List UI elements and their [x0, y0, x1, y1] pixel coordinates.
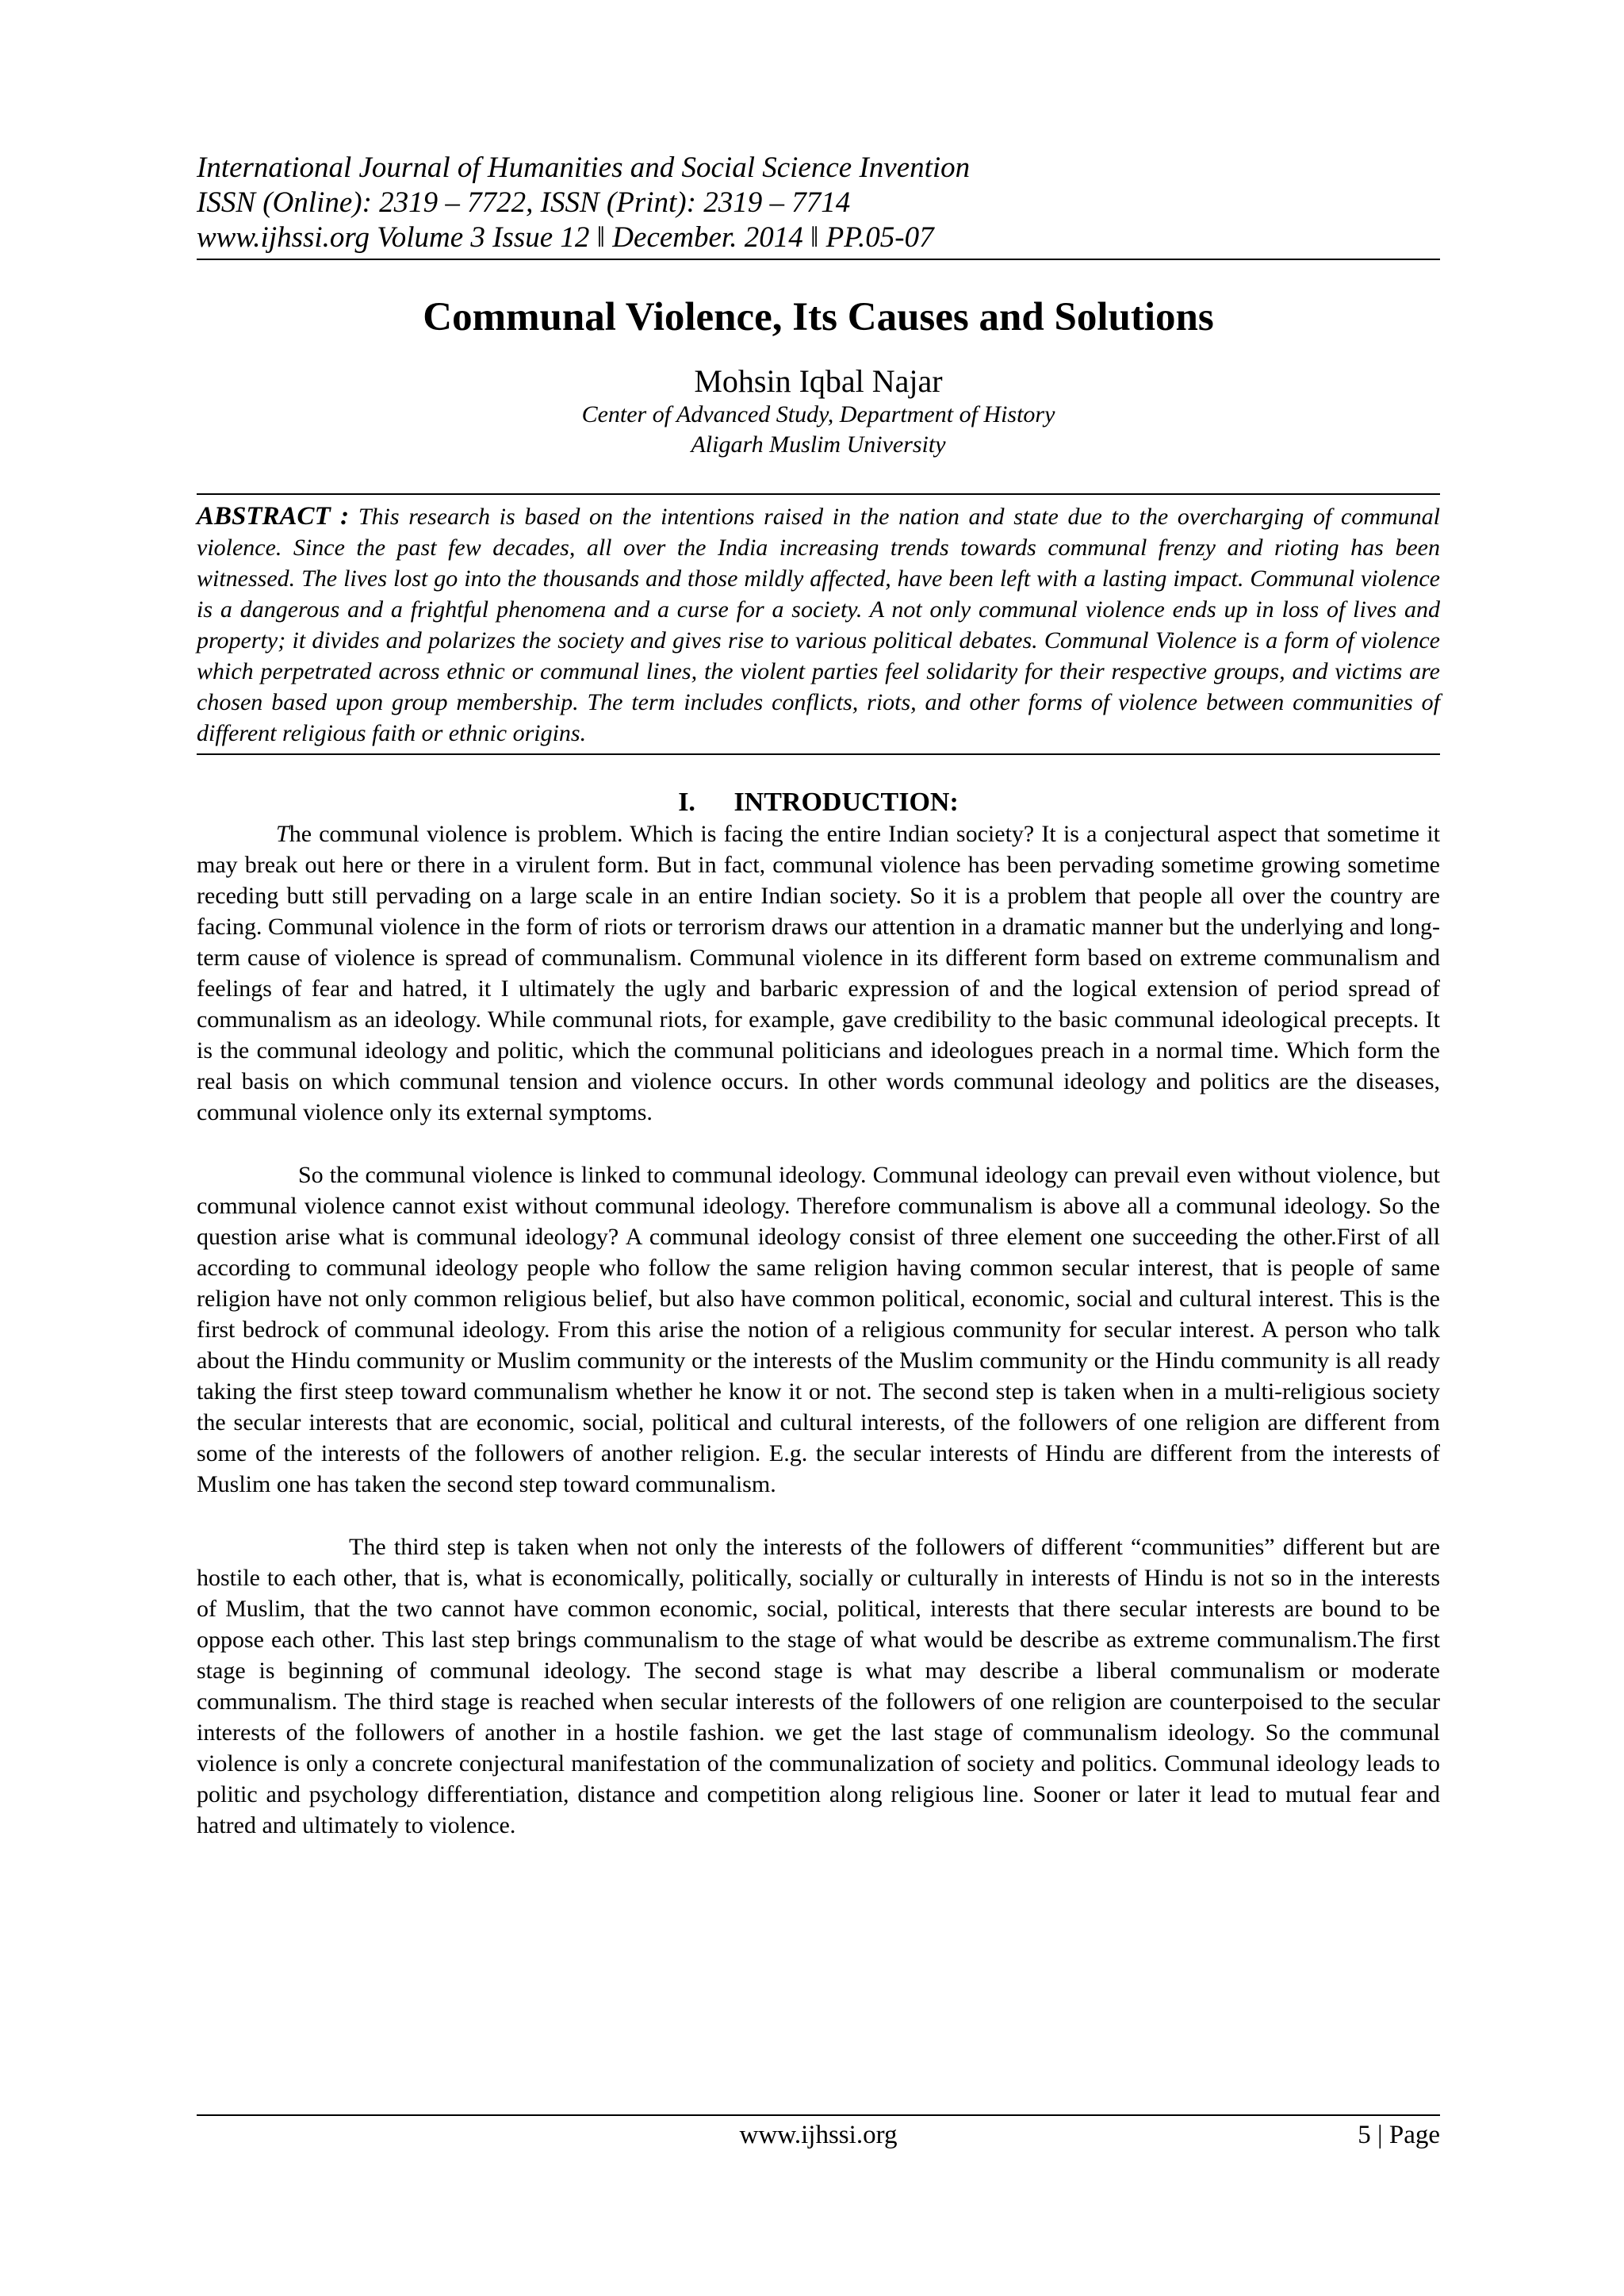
- author-name: Mohsin Iqbal Najar: [694, 363, 943, 399]
- footer-page-number: 5 | Page: [1358, 2121, 1440, 2149]
- abstract-label: ABSTRACT :: [197, 502, 350, 531]
- page-content: [197, 151, 1440, 1841]
- abstract-text: This research is based on the intentions raised in the nation and state due to the overcharging of communal violence. Since the past few decades, all over the India increasing trends towards communal frenzy and rioting has been witnessed. The lives lost go into the thousands and those mildly affected, have been left with a lasting impact. Communal violence is a dangerous and a frightful phenomena and a curse for a society. A not only communal violence ends up in loss of lives and property; it divides and polarizes the society and gives rise to various political debates. Communal Violence is a form of violence which perpetrated across ethnic or communal lines, the violent parties feel solidarity for their respective groups, and victims are chosen based upon group membership. The term includes conflicts, riots, and other forms of violence between communities of different religious faith or ethnic origins.: [197, 504, 1441, 746]
- footer-url: www.ijhssi.org: [739, 2121, 898, 2149]
- journal-name: International Journal of Humanities and Social Science Invention: [197, 151, 971, 184]
- page-footer: [197, 2114, 1440, 2159]
- journal-header: [197, 151, 1440, 260]
- journal-volume: www.ijhssi.org Volume 3 Issue 12 ǁ December. 2014 ǁ PP.05-07: [197, 221, 934, 254]
- paper-title: Communal Violence, Its Causes and Solutions: [423, 295, 1214, 339]
- author-university: Aligarh Muslim University: [691, 431, 946, 458]
- paragraph-1-text: he communal violence is problem. Which is facing the entire Indian society? It is a conjectural aspect that sometime it may break out here or there in a virulent form. But in fact, communal violence has been pervading sometime growing sometime receding butt still pervading on a large scale in an entire Indian society. So it is a problem that people all over the country are facing. Communal violence in the form of riots or terrorism draws our attention in a dramatic manner but the underlying and long-term cause of violence is spread of communalism. Communal violence in its different form based on extreme communalism and feelings of fear and hatred, it I ultimately the ugly and barbaric expression of and the logical extension of period spread of communalism as an ideology. While communal riots, for example, gave credibility to the basic communal ideological precepts. It is the communal ideology and politic, which the communal politicians and ideologues preach in a normal time. Which form the real basis on which communal tension and violence occurs. In other words communal ideology and politics are the diseases, communal violence only its external symptoms.: [197, 821, 1440, 1125]
- paragraph-3: The third step is taken when not only the interests of the followers of different “communities” different but are hostile to each other, that is, what is economically, politically, socially or culturally in interests of Hindu is not so in the interests of Muslim, that the two cannot have common economic, social, political, interests that there secular interests are bound to be oppose each other. This last step brings communalism to the stage of what would be describe as extreme communalism.The first stage is beginning of communal ideology. The second stage is what may describe a liberal communalism or moderate communalism. The third stage is reached when secular interests of the followers of one religion are counterpoised to the secular interests of the followers of another in a hostile fashion. we get the last stage of communalism ideology. So the communal violence is only a concrete conjectural manifestation of the communalization of society and politics. Communal ideology leads to politic and psychology differentiation, distance and competition along religious line. Sooner or later it lead to mutual fear and hatred and ultimately to violence.: [197, 1534, 1440, 1838]
- section-number: I.: [678, 788, 695, 817]
- abstract: [197, 493, 1440, 755]
- paragraph-1: [197, 818, 1440, 1128]
- author-department: Center of Advanced Study, Department of History: [581, 401, 1055, 427]
- paragraph-2: So the communal violence is linked to communal ideology. Communal ideology can prevail even without violence, but communal violence cannot exist without communal ideology. Therefore communalism is above all a communal ideology. So the question arise what is communal ideology? A communal ideology consist of three element one succeeding the other.First of all according to communal ideology people who follow the same religion having common secular interest, that is people of same religion have not only common religious belief, but also have common political, economic, social and cultural interest. This is the first bedrock of communal ideology. From this arise the notion of a religious community for secular interest. A person who talk about the Hindu community or Muslim community or the interests of the Muslim community or the Hindu community is all ready taking the first steep toward communalism whether he know it or not. The second step is taken when in a multi-religious society the secular interests that are economic, social, political and cultural interests, of the followers of one religion are different from some of the interests of the followers of another religion. E.g. the secular interests of Hindu are different from the interests of Muslim one has taken the second step toward communalism.: [197, 1162, 1440, 1497]
- section-title: INTRODUCTION:: [733, 788, 959, 817]
- paragraph-1-initial: T: [276, 821, 289, 847]
- journal-issn: ISSN (Online): 2319 – 7722, ISSN (Print): 2319 – 7714: [197, 186, 851, 219]
- section-heading: [197, 787, 1440, 818]
